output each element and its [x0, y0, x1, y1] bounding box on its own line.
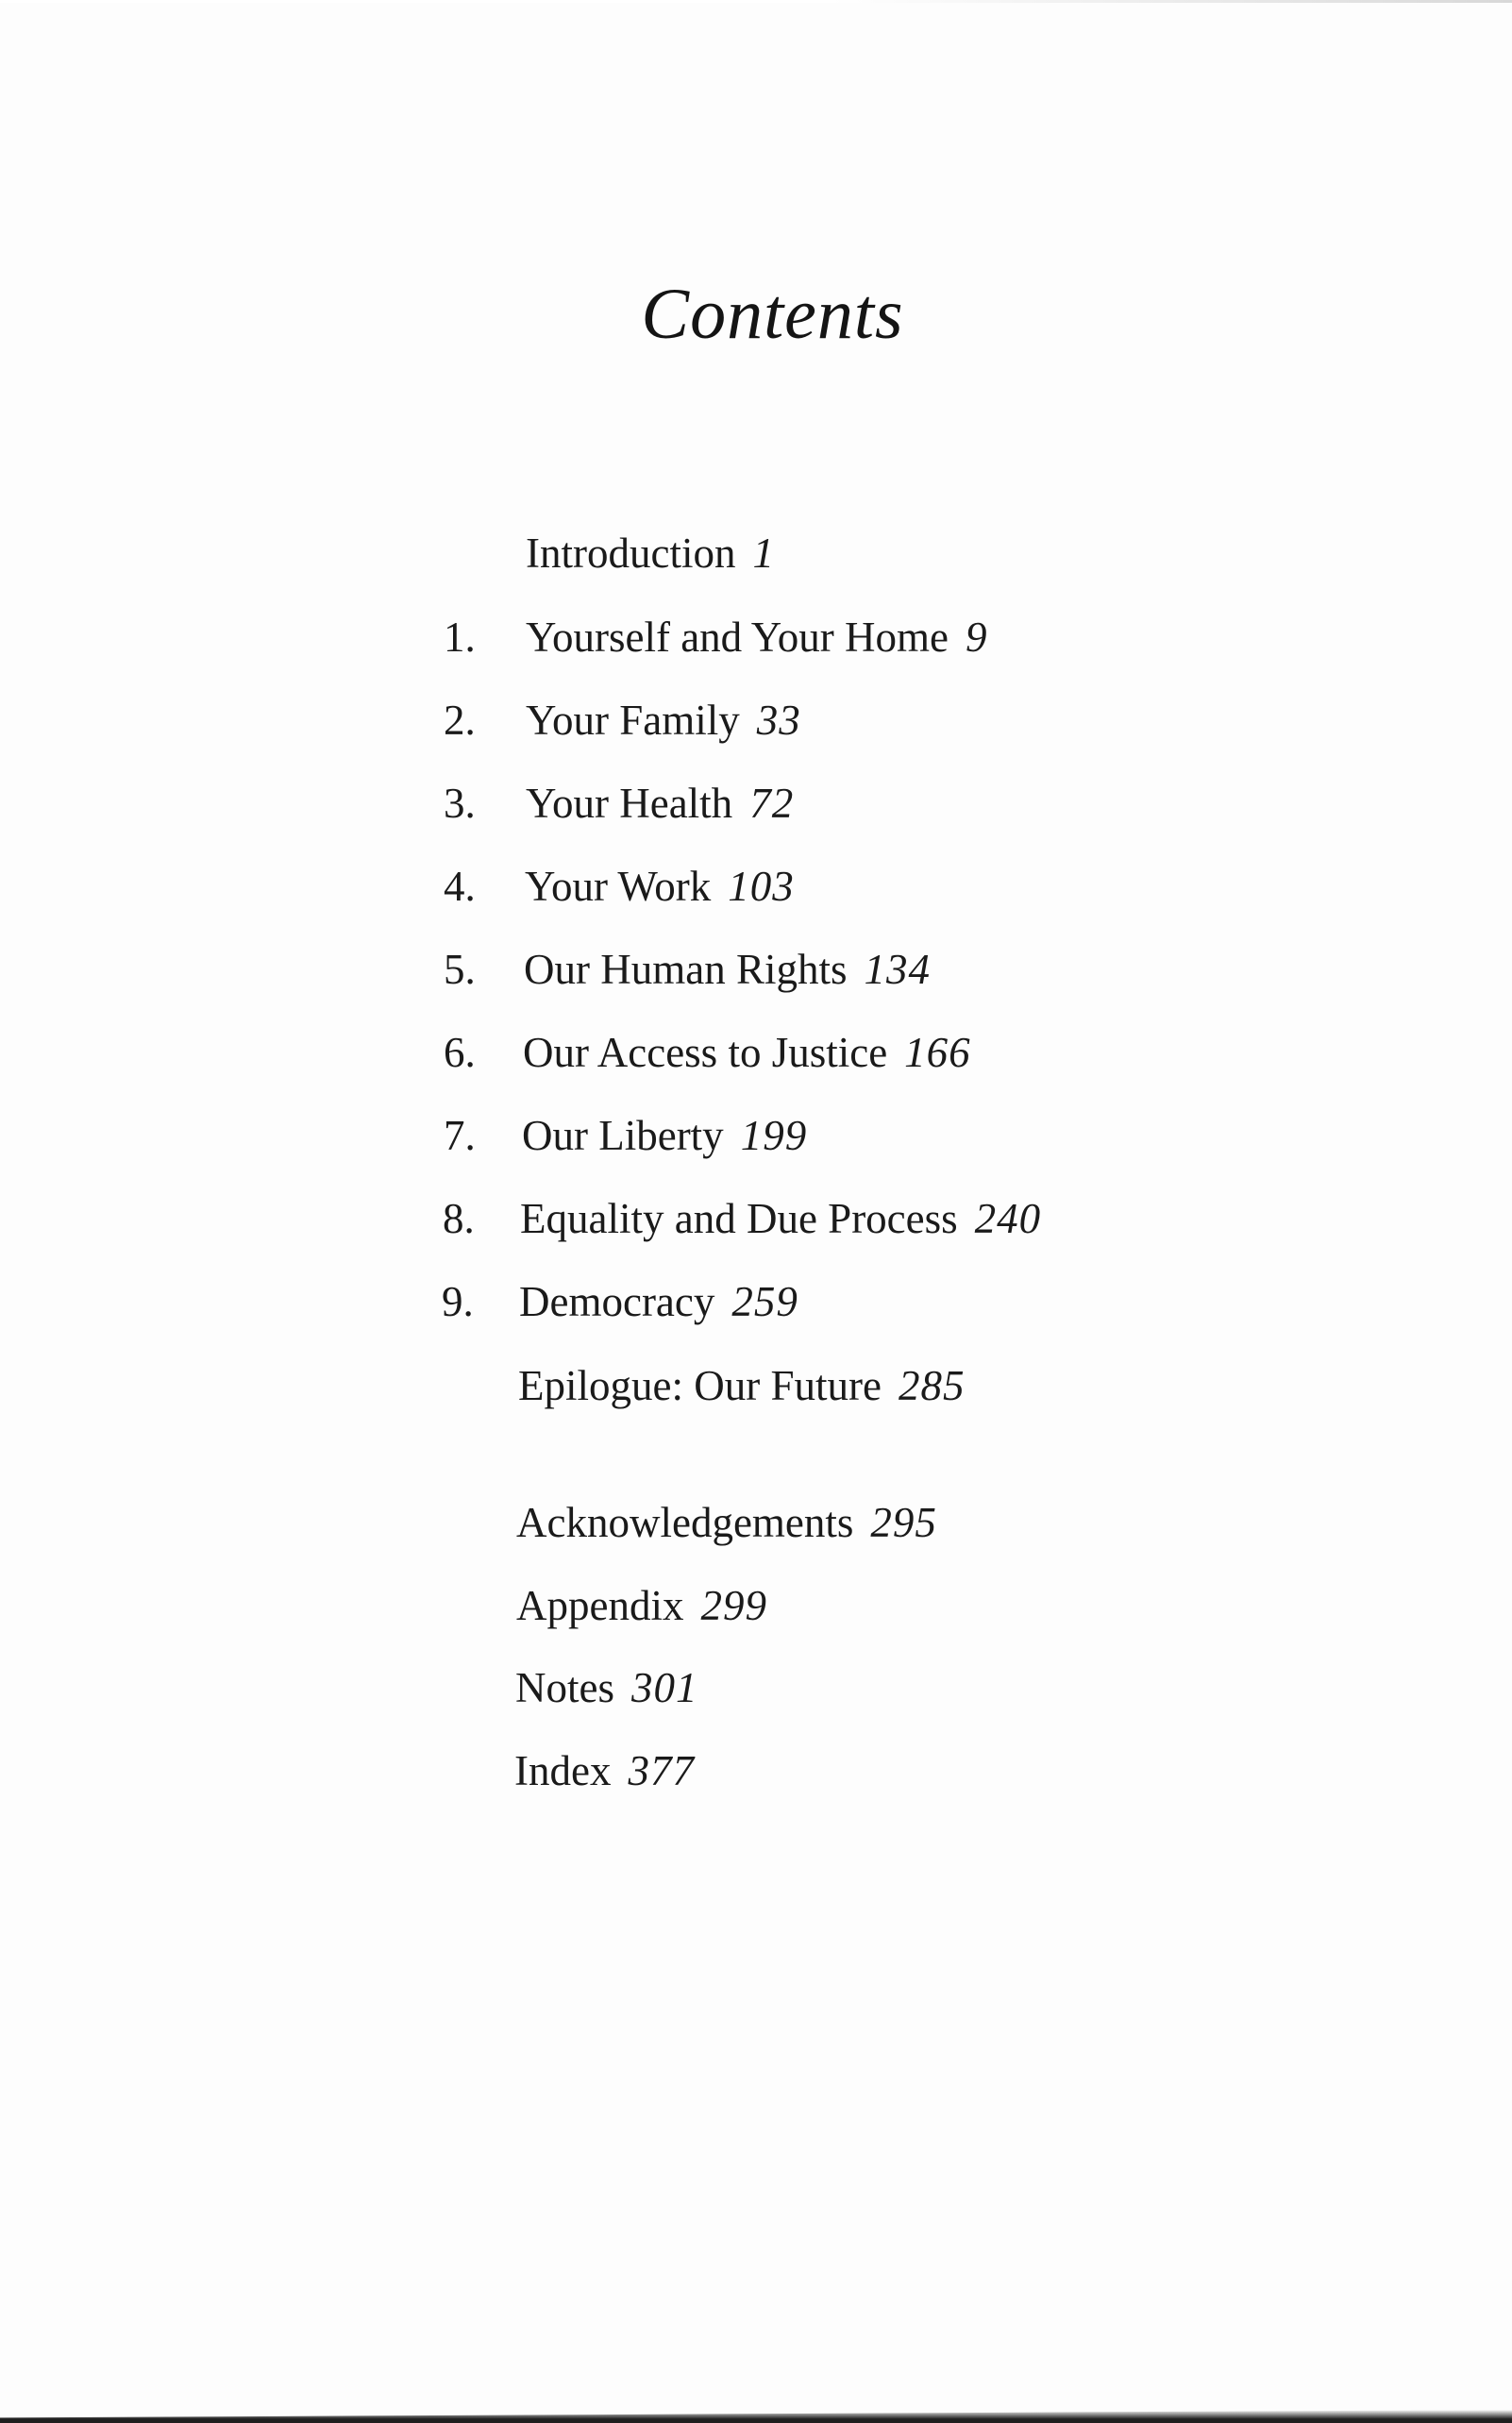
toc-entry-label: Notes — [515, 1664, 614, 1711]
toc-entry-page: 134 — [864, 946, 931, 993]
toc-entry-page: 72 — [749, 780, 795, 827]
toc-entry-number: 1. — [444, 614, 476, 661]
toc-entry-page: 166 — [904, 1029, 971, 1076]
toc-entry-page: 1 — [752, 530, 775, 577]
toc-entry-label: Yourself and Your Home — [526, 614, 949, 661]
toc-entry-text — [520, 1190, 1041, 1247]
scan-edge-top — [0, 0, 1512, 3]
toc-entry-text — [523, 1024, 971, 1081]
toc-entry-label: Your Health — [526, 780, 733, 827]
toc-entry-page: 240 — [974, 1195, 1042, 1242]
toc-entry-page: 33 — [756, 697, 801, 744]
toc-entry-text — [522, 1107, 807, 1164]
toc-entry-page: 299 — [700, 1582, 767, 1629]
toc-entry-number: 9. — [442, 1278, 474, 1325]
toc-entry-page: 295 — [870, 1499, 937, 1546]
scan-edge-bottom — [0, 2410, 1512, 2423]
toc-entry-label: Democracy — [519, 1278, 715, 1325]
toc-entry-number: 4. — [444, 863, 476, 910]
toc-entry-text — [518, 1357, 965, 1414]
toc-entry-page: 9 — [965, 614, 988, 661]
toc-entry-label: Index — [514, 1747, 612, 1794]
toc-entry-label: Acknowledgements — [516, 1499, 854, 1546]
toc-entry-text — [526, 692, 801, 749]
page-title: Contents — [641, 275, 904, 354]
toc-entry-number: 2. — [444, 697, 476, 744]
toc-entry-label: Our Human Rights — [524, 946, 848, 993]
toc-entry-label: Introduction — [526, 530, 736, 577]
toc-entry-number: 8. — [443, 1195, 475, 1242]
toc-entry-text — [516, 1494, 937, 1551]
toc-entry-page: 103 — [728, 863, 795, 910]
toc-entry-text — [524, 941, 931, 998]
toc-entry-text — [516, 1577, 767, 1634]
toc-entry-page: 199 — [740, 1112, 808, 1159]
toc-entry-label: Epilogue: Our Future — [518, 1362, 882, 1409]
toc-entry-number: 6. — [444, 1029, 476, 1076]
toc-entry-text — [515, 1659, 698, 1716]
toc-entry-text — [525, 858, 795, 915]
toc-entry-number: 5. — [444, 946, 476, 993]
toc-entry-label: Your Work — [525, 863, 712, 910]
toc-entry-page: 301 — [631, 1664, 698, 1711]
toc-entry-label: Our Access to Justice — [523, 1029, 888, 1076]
toc-entry-label: Appendix — [516, 1582, 684, 1629]
toc-entry-page: 285 — [898, 1362, 966, 1409]
toc-entry-page: 377 — [628, 1747, 695, 1794]
toc-entry-page: 259 — [731, 1278, 798, 1325]
toc-entry-label: Your Family — [526, 697, 740, 744]
toc-entry-text — [519, 1273, 798, 1330]
toc-entry-text — [526, 525, 775, 581]
toc-entry-number: 7. — [444, 1112, 476, 1159]
toc-entry-text — [526, 775, 794, 832]
toc-entry-label: Our Liberty — [522, 1112, 724, 1159]
toc-entry-text — [526, 609, 987, 665]
toc-entry-number: 3. — [444, 780, 476, 827]
toc-entry-text — [514, 1742, 695, 1799]
toc-entry-label: Equality and Due Process — [520, 1195, 958, 1242]
